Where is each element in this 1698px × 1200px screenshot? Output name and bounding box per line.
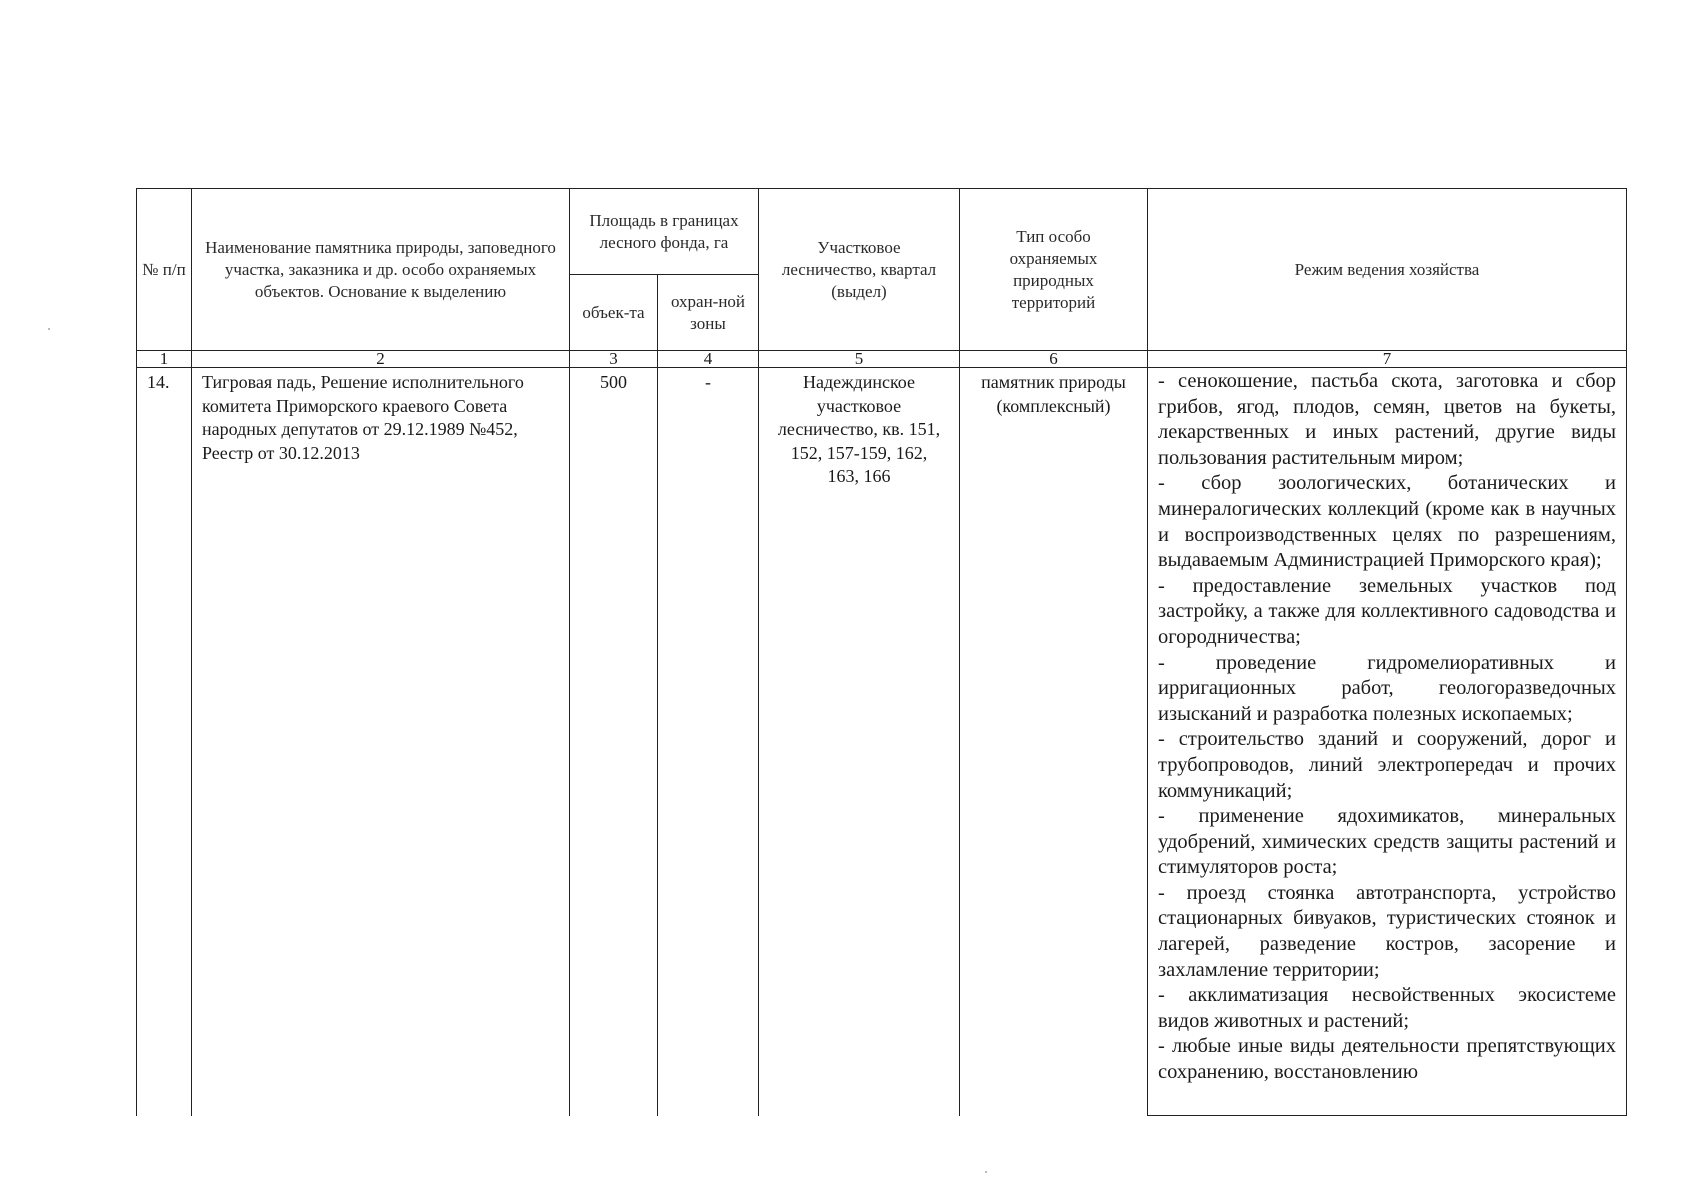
header-area: Площадь в границах лесного фонда, га xyxy=(570,189,759,275)
regime-item: - предоставление земельных участков под застройку, а также для коллективного садоводства и огородничества; xyxy=(1158,574,1616,648)
row-number-cell xyxy=(137,368,192,1116)
header-row-1 xyxy=(137,189,1627,275)
row-name: Тигровая падь, Решение исполнительного комитета Приморского краевого Совета народных депутатов от 29.12.1989 №452, Реестр от 30.12.2013 xyxy=(202,372,524,463)
row-forestry-cell xyxy=(759,368,960,1116)
protected-areas-table xyxy=(136,188,1627,1116)
regime-item: - проведение гидромелиоративных и ирригационных работ, геологоразведочных изысканий и разработка полезных ископаемых; xyxy=(1158,651,1616,725)
row-regime-cell xyxy=(1148,368,1627,1116)
row-area-object-cell xyxy=(570,368,658,1116)
header-type: Тип особо охраняемых природных территорий xyxy=(960,189,1148,351)
table-row xyxy=(137,368,1627,1116)
header-number: № п/п xyxy=(137,189,192,351)
header-area-object: объек-та xyxy=(570,275,658,351)
row-forestry: Надеждинское участковое лесничество, кв. 151, 152, 157-159, 162, 163, 166 xyxy=(777,372,941,486)
regime-item: - акклиматизация несвойственных экосистеме видов животных и растений; xyxy=(1158,984,1616,1032)
row-number: 14. xyxy=(147,372,170,392)
regime-item: - строительство зданий и сооружений, дорог и трубопроводов, линий электропередач и прочих коммуникаций; xyxy=(1158,728,1616,802)
regime-item: - сенокошение, пастьба скота, заготовка и сбор грибов, ягод, плодов, семян, цветов на букеты, лекарственных и иных растений, другие виды пользования растительным миром; xyxy=(1158,370,1616,469)
scan-speck xyxy=(985,1171,987,1173)
column-number: 6 xyxy=(960,351,1148,368)
row-type: памятник природы (комплексный) xyxy=(981,372,1126,416)
header-area-zone: охран-ной зоны xyxy=(658,275,759,351)
column-number: 2 xyxy=(192,351,570,368)
row-name-cell xyxy=(192,368,570,1116)
header-name: Наименование памятника природы, заповедного участка, заказника и др. особо охраняемых объектов. Основание к выделению xyxy=(192,189,570,351)
column-number: 3 xyxy=(570,351,658,368)
regime-item: - проезд стоянка автотранспорта, устройство стационарных бивуаков, туристических стоянок и лагерей, разведение костров, засорение и захламление территории; xyxy=(1158,881,1616,981)
column-numbers-row xyxy=(137,351,1627,368)
regime-item: - применение ядохимикатов, минеральных удобрений, химических средств защиты растений и стимуляторов роста; xyxy=(1158,805,1616,879)
row-area-object: 500 xyxy=(600,372,627,392)
row-area-zone: - xyxy=(705,372,711,392)
column-number: 5 xyxy=(759,351,960,368)
regime-list xyxy=(1148,368,1626,1086)
row-type-cell xyxy=(960,368,1148,1116)
header-regime: Режим ведения хозяйства xyxy=(1148,189,1627,351)
column-number: 4 xyxy=(658,351,759,368)
column-number: 7 xyxy=(1148,351,1627,368)
row-area-zone-cell xyxy=(658,368,759,1116)
column-number: 1 xyxy=(137,351,192,368)
regime-item: - любые иные виды деятельности препятствующих сохранению, восстановлению xyxy=(1158,1035,1616,1084)
regime-item: - сбор зоологических, ботанических и минералогических коллекций (кроме как в научных и воспроизводственных целях по разрешениям, выдаваемым Администрацией Приморского края); xyxy=(1158,472,1616,572)
scan-speck xyxy=(48,328,50,330)
header-forestry: Участковое лесничество, квартал (выдел) xyxy=(759,189,960,351)
